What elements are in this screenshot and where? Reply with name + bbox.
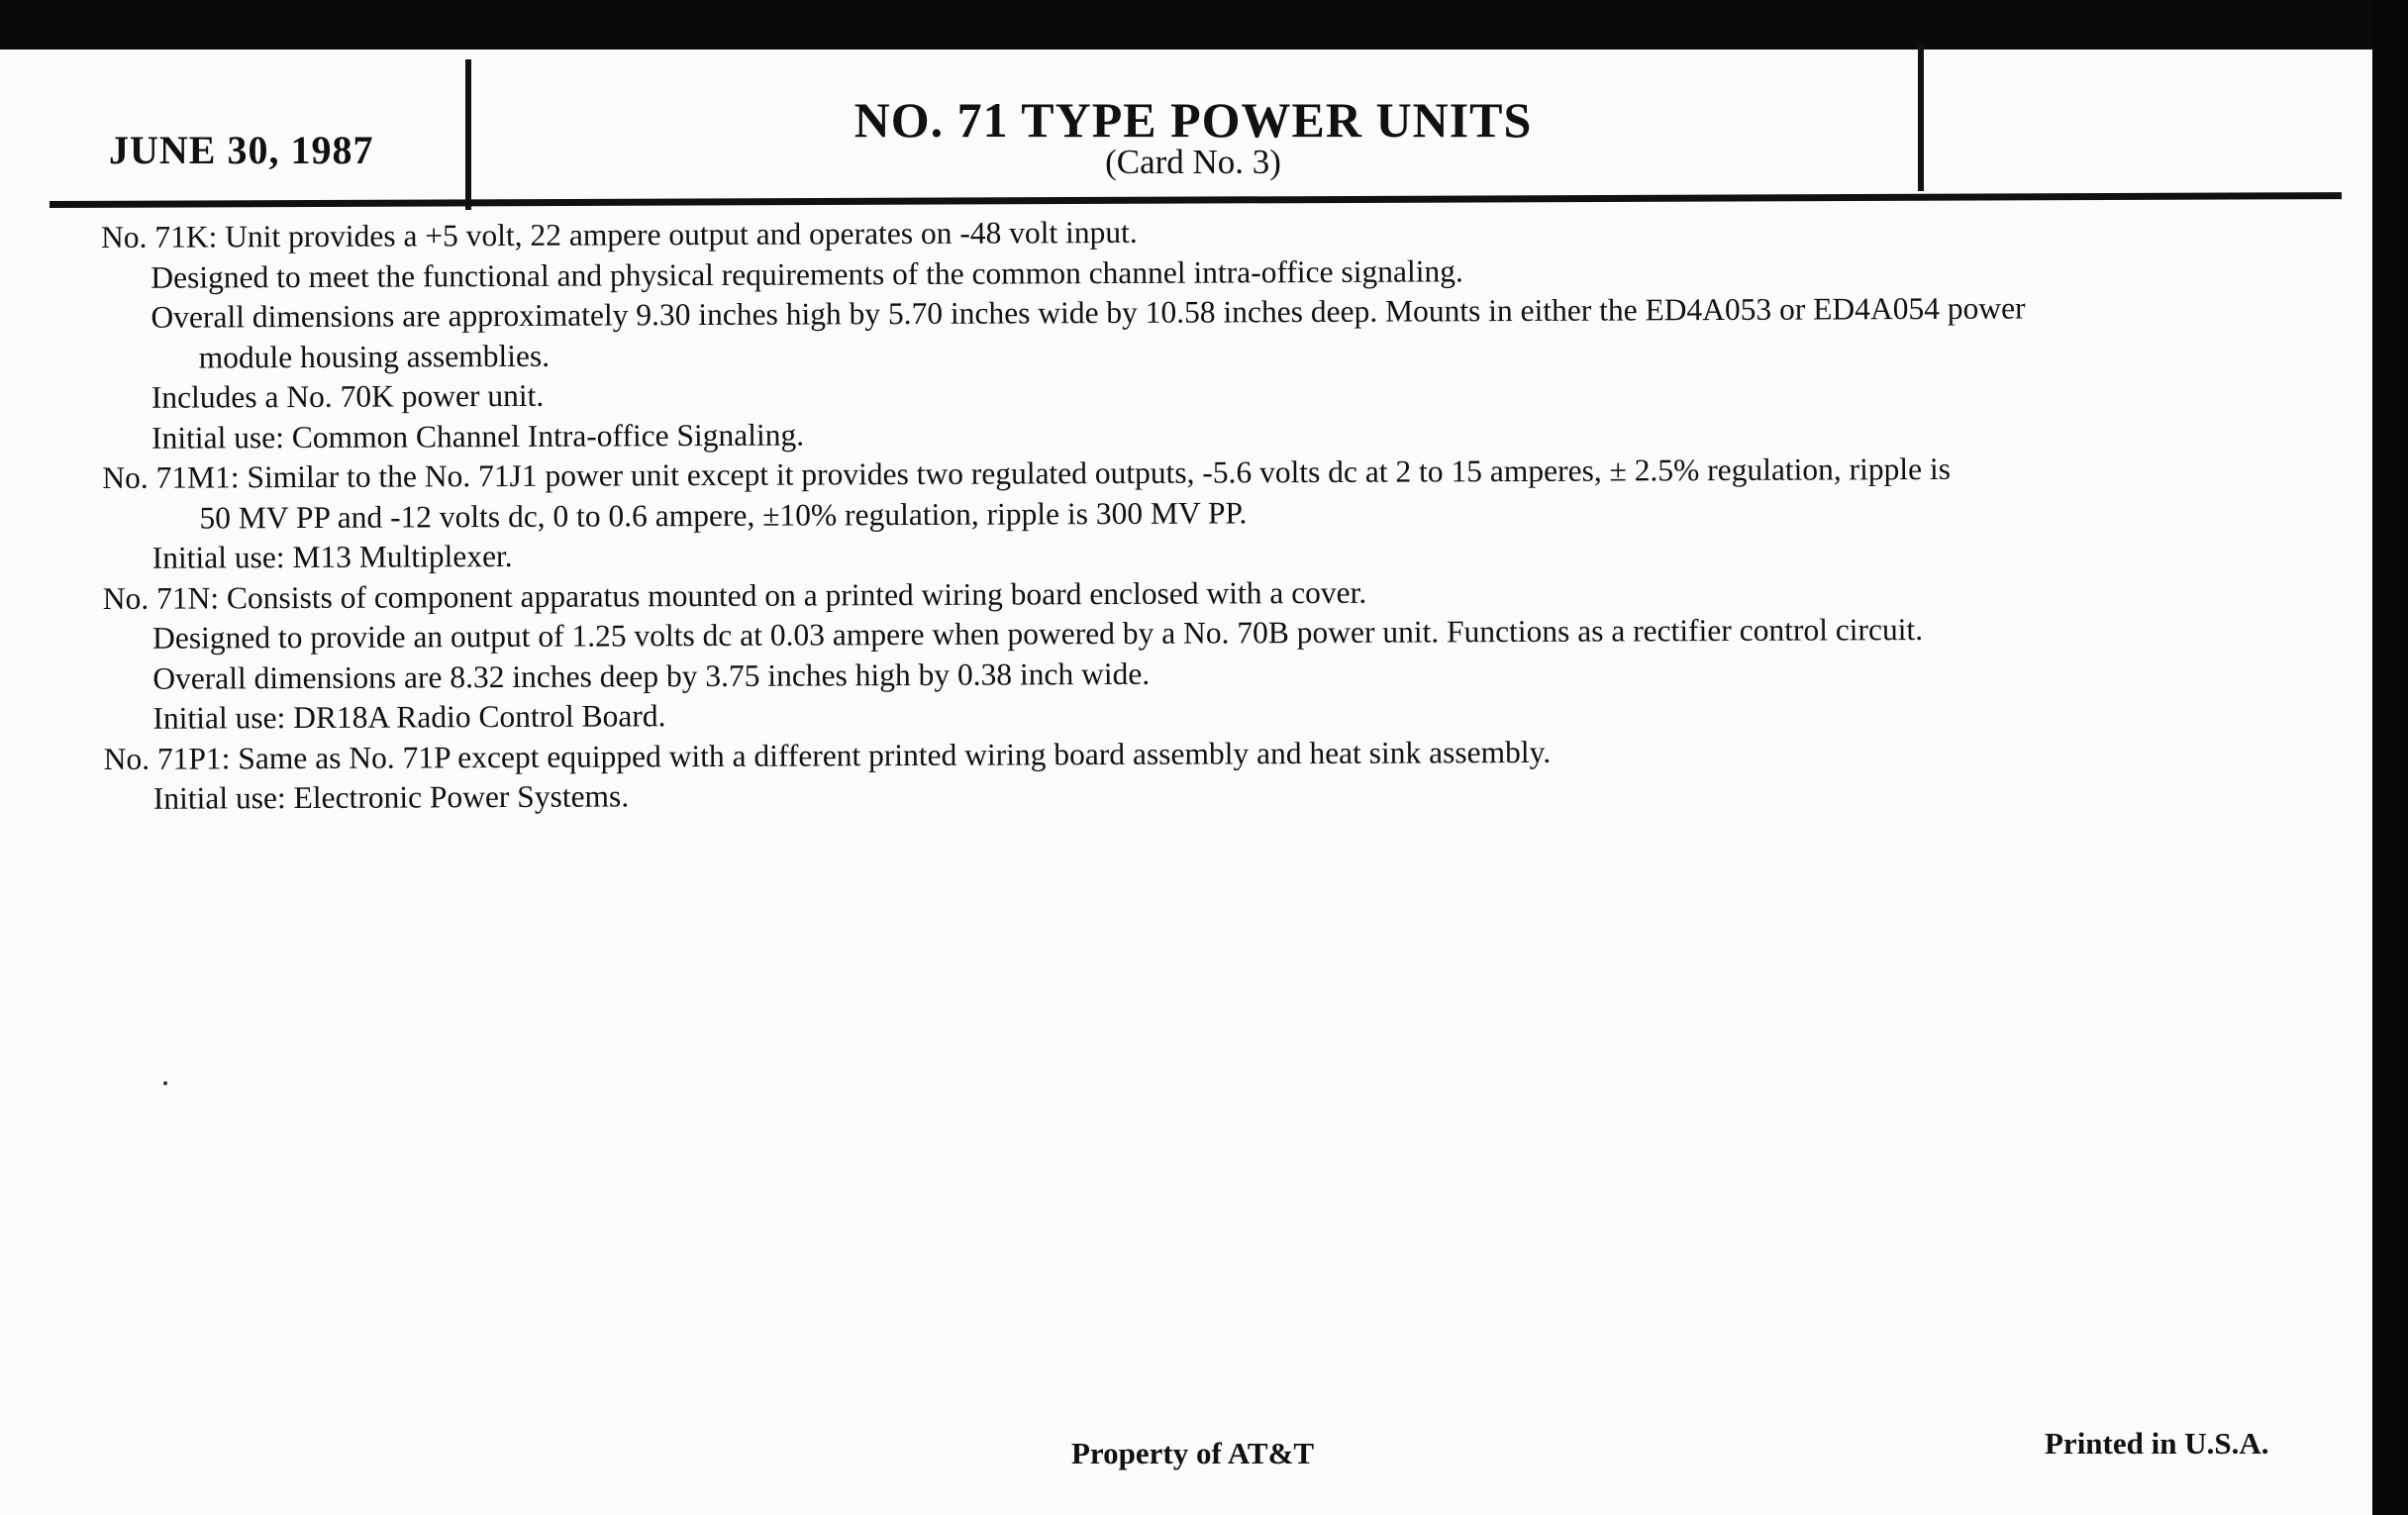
body-line: Initial use: Common Channel Intra-office Signaling. (150, 417, 805, 455)
footer-printed: Printed in U.S.A. (2045, 1426, 2269, 1461)
body-line: Designed to provide an output of 1.25 volts dc at 0.03 ampere when powered by a No. 70B power unit. Functions as a rectifier control circuit. (151, 612, 1924, 656)
stray-mark (163, 1081, 167, 1085)
header-divider-right (1918, 45, 1924, 191)
footer-property: Property of AT&T (1071, 1436, 1315, 1470)
card-title: NO. 71 TYPE POWER UNITS (853, 92, 1533, 148)
body-line: module housing assemblies. (198, 338, 551, 375)
body-line: Initial use: Electronic Power Systems. (152, 778, 630, 816)
body-line: Overall dimensions are approximately 9.30 inches high by 5.70 inches wide by 10.58 inches deep. Mounts in either the ED4A053 or ED4A054 power (150, 290, 2026, 335)
body-line: Includes a No. 70K power unit. (150, 377, 545, 415)
body-line: Overall dimensions are 8.32 inches deep by 3.75 inches high by 0.38 inch wide. (152, 656, 1151, 696)
body-line: No. 71K: Unit provides a +5 volt, 22 ampere output and operates on -48 volt input. (101, 214, 1138, 254)
card-subtitle: (Card No. 3) (1105, 143, 1281, 181)
body-line: No. 71M1: Similar to the No. 71J1 power unit except it provides two regulated outputs, -5.6 volts dc at 2 to 15 amperes, ± 2.5% regulation, ripple is (102, 451, 1952, 495)
body-line: Initial use: M13 Multiplexer. (151, 538, 513, 575)
body-line: Designed to meet the functional and physical requirements of the common channel intra-office signaling. (150, 252, 1463, 295)
header-divider-left (465, 59, 471, 210)
body-line: No. 71P1: Same as No. 71P except equipped with a different printed wiring board assembly and heat sink assembly. (103, 734, 1552, 776)
card-date: JUNE 30, 1987 (109, 128, 374, 172)
body-line: No. 71N: Consists of component apparatus mounted on a printed wiring board enclosed with a cover. (102, 574, 1367, 616)
body-line: Initial use: DR18A Radio Control Board. (152, 698, 666, 736)
reference-card (0, 50, 2372, 1515)
body-line: 50 MV PP and -12 volts dc, 0 to 0.6 ampere, ±10% regulation, ripple is 300 MV PP. (199, 494, 1248, 536)
scan-edge (2372, 0, 2408, 1515)
header-rule (50, 192, 2342, 208)
card-body (101, 207, 2322, 819)
